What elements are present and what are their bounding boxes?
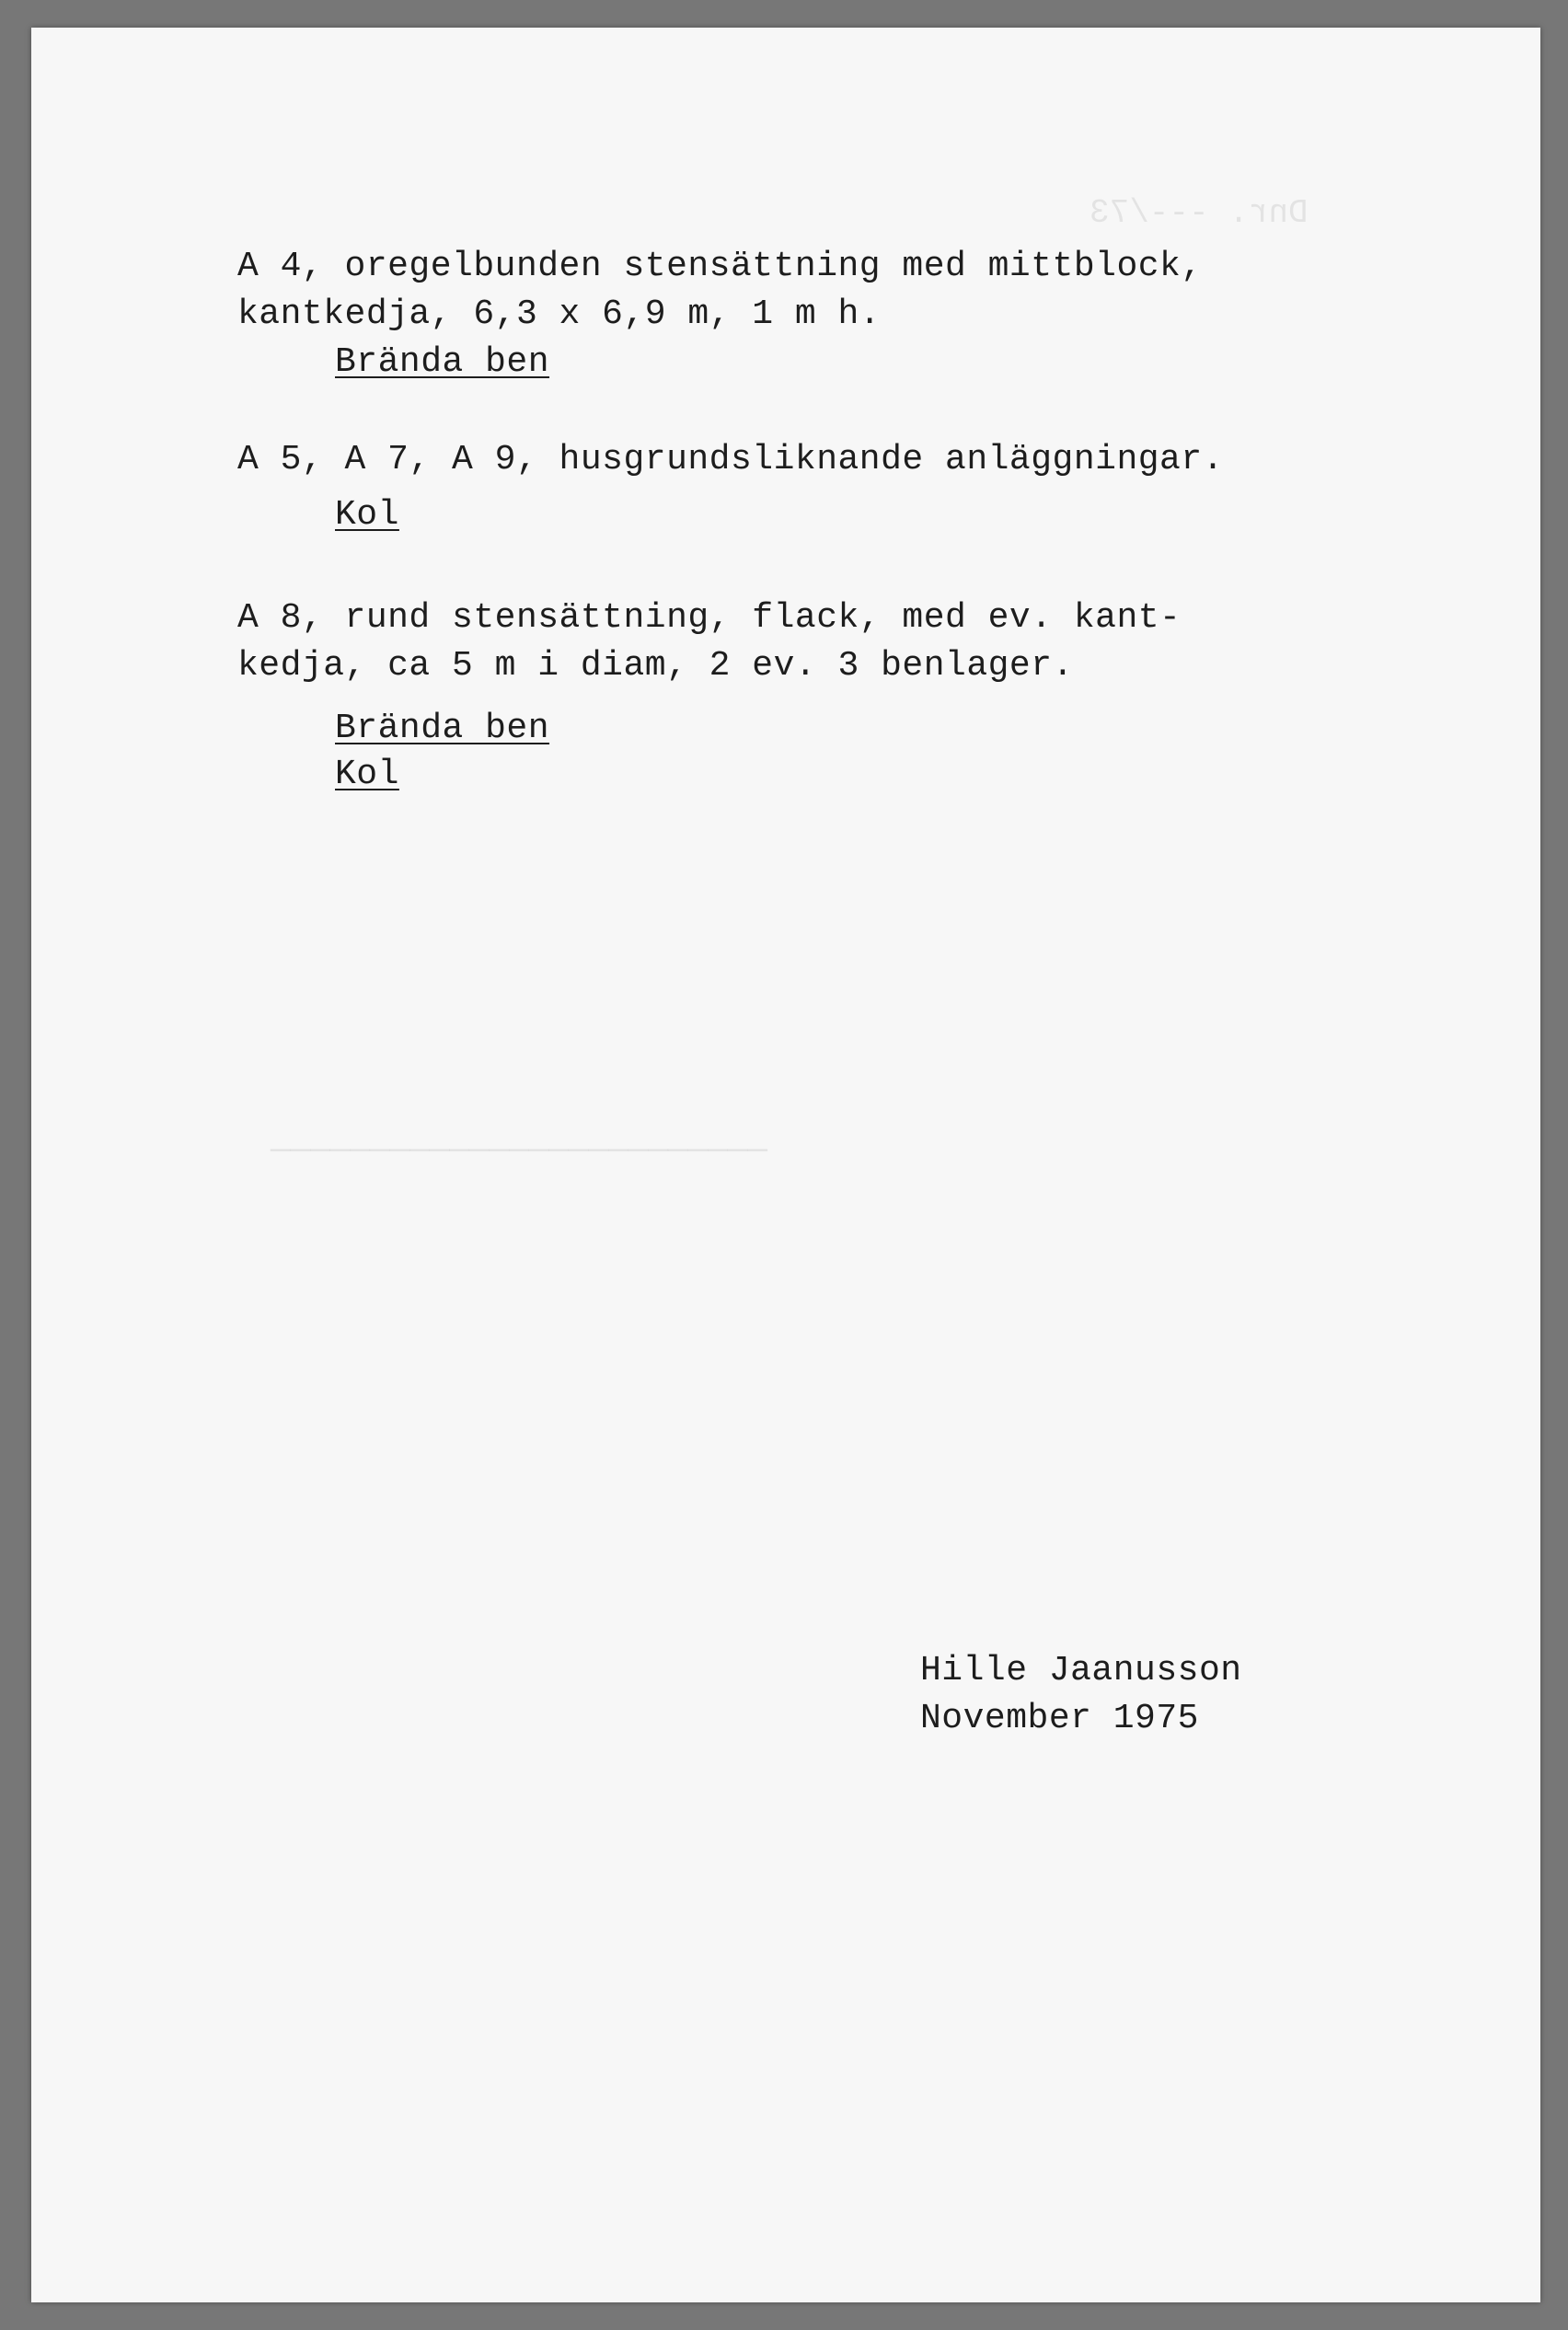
entry-a8-finding-burnt-bones: Brända ben (335, 709, 550, 748)
document-page (31, 28, 1540, 2302)
entry-a5-a7-a9-finding-charcoal: Kol (335, 495, 399, 535)
signature-name: Hille Jaanusson (920, 1651, 1242, 1690)
bleed-through-mark: Dnr. ---/73 (1090, 194, 1309, 232)
entry-a4-finding-burnt-bones: Brända ben (335, 342, 550, 382)
entry-a4-line-2: kantkedja, 6,3 x 6,9 m, 1 m h. (237, 294, 882, 334)
entry-a5-a7-a9-line-1: A 5, A 7, A 9, husgrundsliknande anläggningar. (237, 440, 1224, 479)
entry-a8-line-2: kedja, ca 5 m i diam, 2 ev. 3 benlager. (237, 646, 1074, 686)
entry-a4-line-1: A 4, oregelbunden stensättning med mittblock, (237, 247, 1203, 286)
signature-date: November 1975 (920, 1699, 1199, 1738)
entry-a8-line-1: A 8, rund stensättning, flack, med ev. kant- (237, 598, 1182, 638)
bleed-through-mark: ───────────────────────── (271, 1133, 768, 1171)
entry-a8-finding-charcoal: Kol (335, 755, 399, 794)
